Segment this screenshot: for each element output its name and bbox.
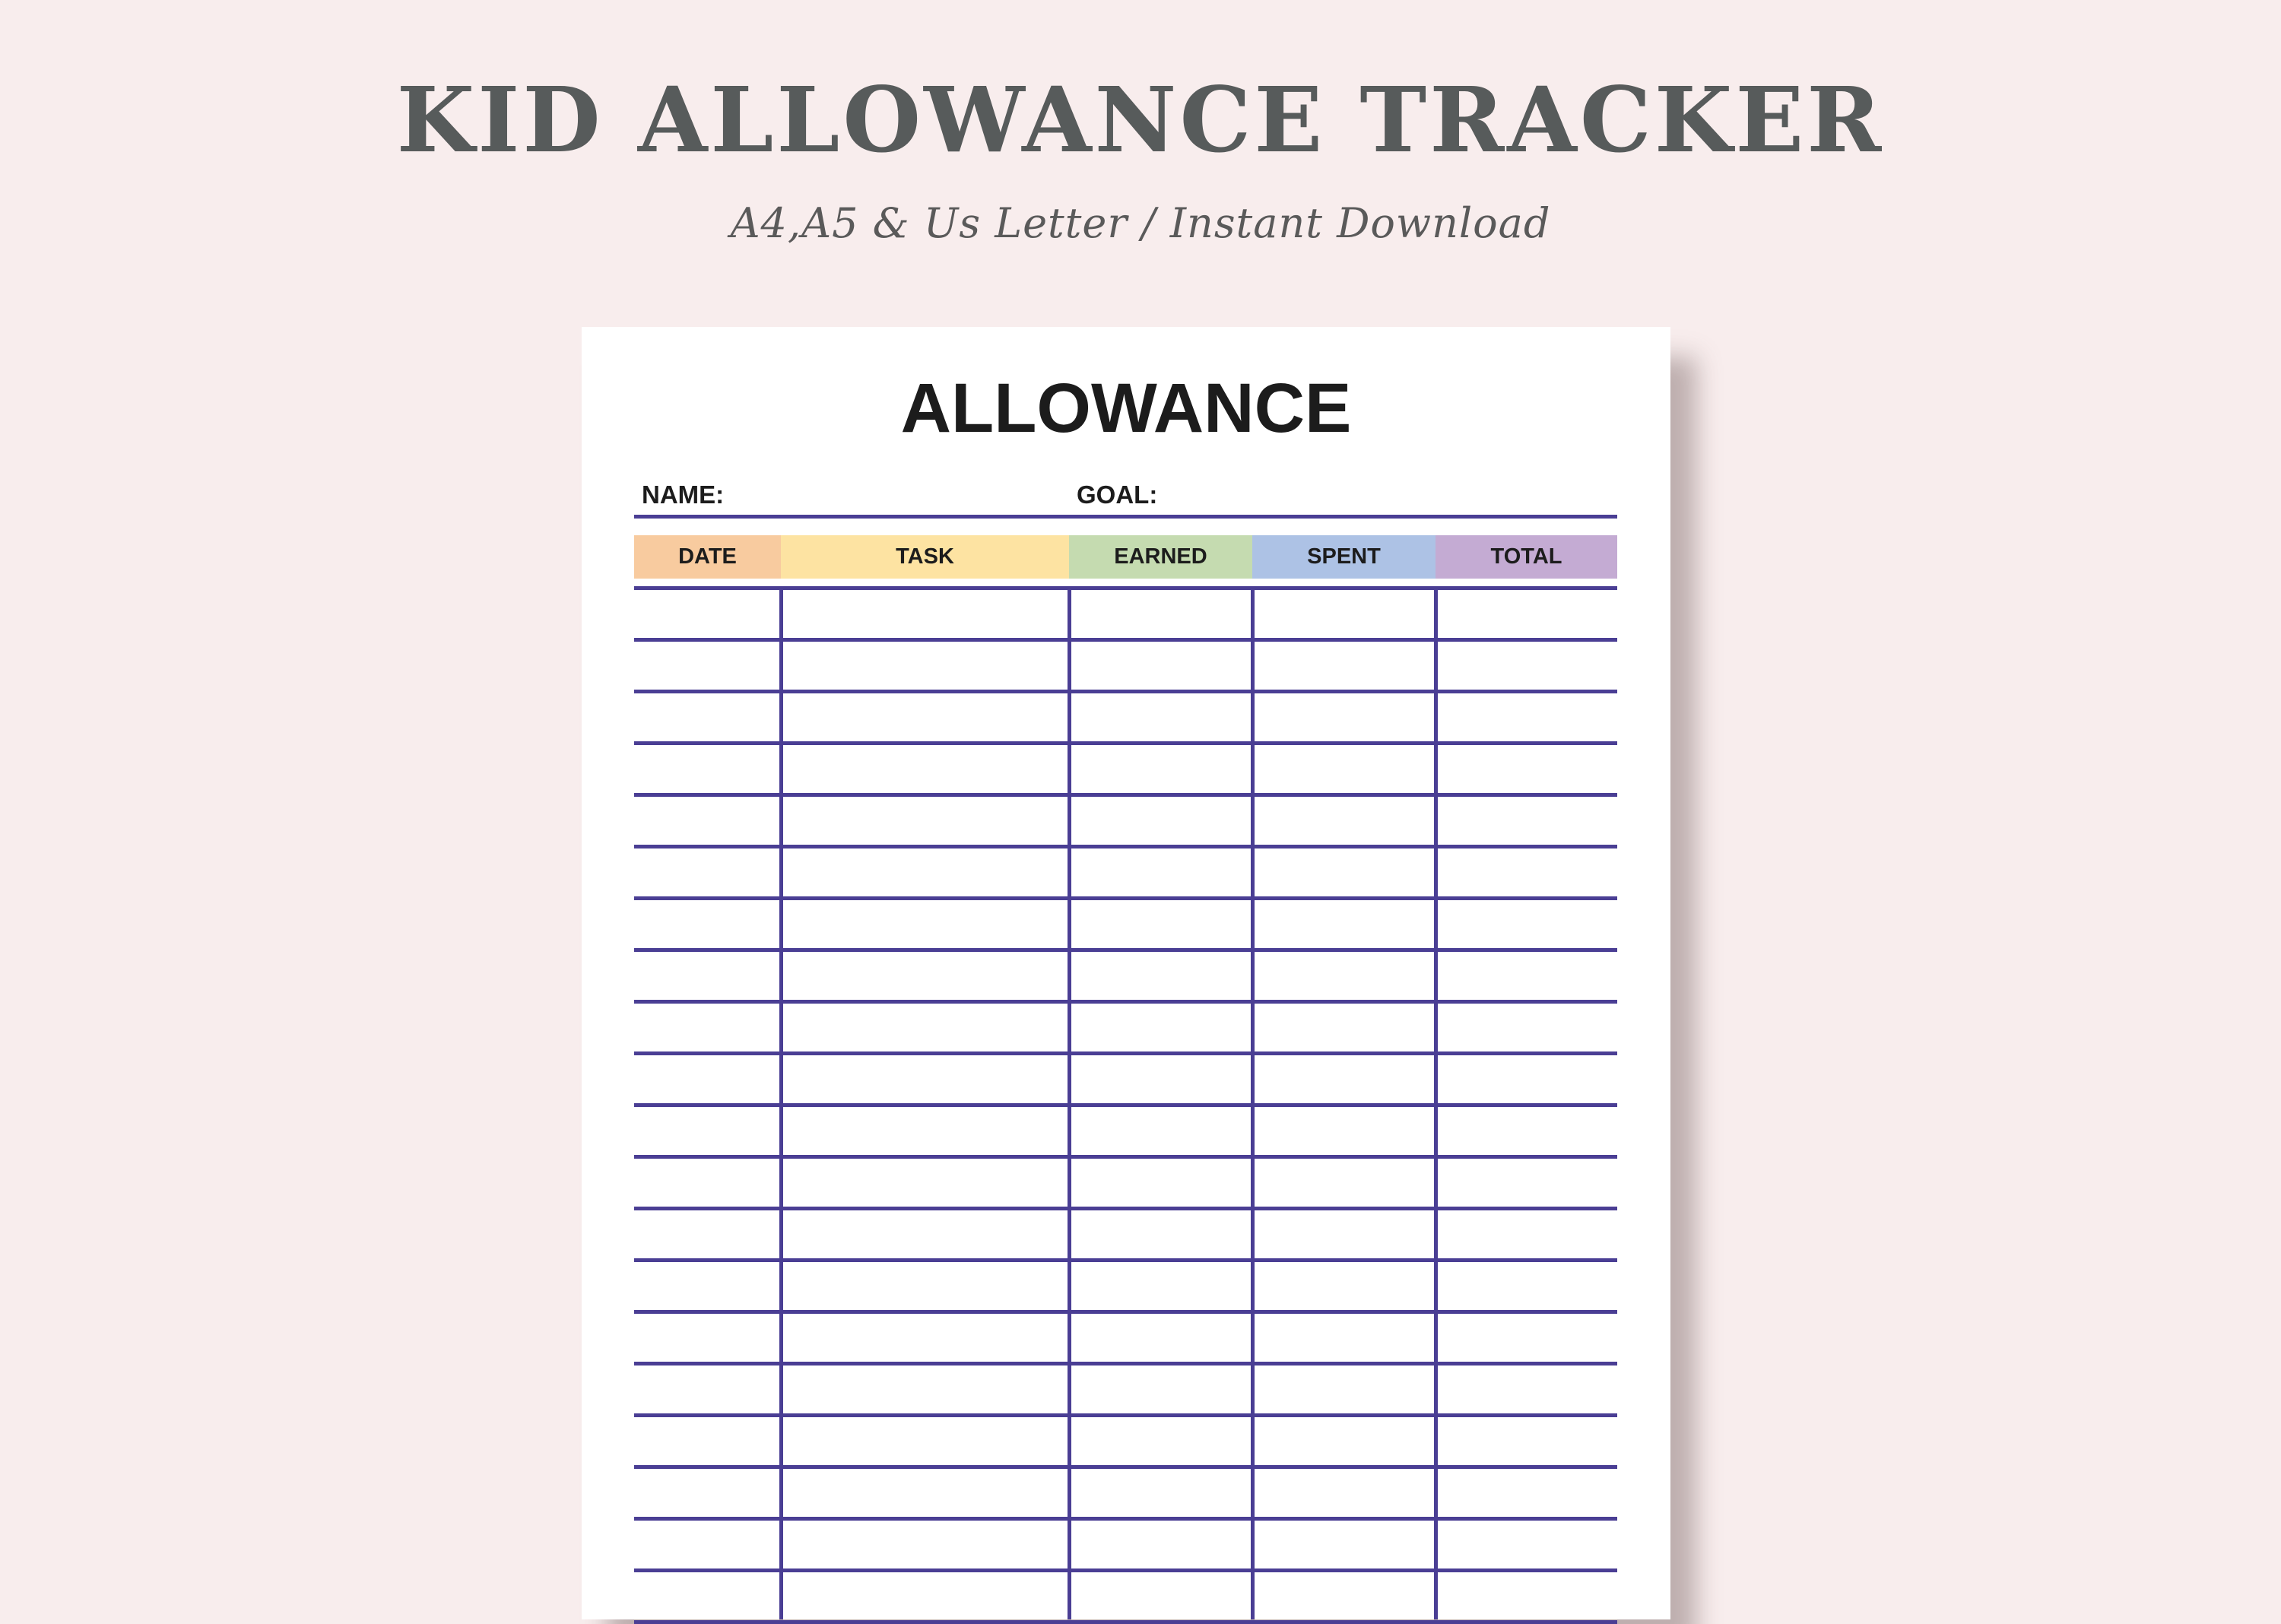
table-row-line [634, 1051, 1617, 1055]
table-row-line [634, 1465, 1617, 1469]
table-row-line [634, 1517, 1617, 1521]
table-row-line [634, 638, 1617, 642]
name-goal-line [634, 515, 1617, 519]
table-row-line [634, 948, 1617, 952]
column-header-spent: SPENT [1252, 535, 1436, 579]
table-row-line [634, 845, 1617, 848]
table-row-line [634, 690, 1617, 693]
column-header-total: TOTAL [1436, 535, 1617, 579]
table-row-line [634, 1207, 1617, 1210]
table-row-line [634, 793, 1617, 797]
printable-sheet [582, 327, 1670, 1619]
table-row-line [634, 1000, 1617, 1004]
table-row-line [634, 1258, 1617, 1262]
page-subtitle: A4,A5 & Us Letter / Instant Download [730, 199, 1551, 247]
sheet-title: ALLOWANCE [900, 370, 1352, 447]
table-row-line [634, 896, 1617, 900]
table-row-line [634, 1155, 1617, 1159]
table-row-line [634, 741, 1617, 745]
name-label: NAME: [642, 481, 725, 509]
table-row-line [634, 1413, 1617, 1417]
column-header-task: TASK [781, 535, 1069, 579]
table-row-line [634, 1568, 1617, 1572]
table-row-line [634, 1103, 1617, 1107]
goal-label: GOAL: [1077, 481, 1158, 509]
table-row-line [634, 1310, 1617, 1314]
page-title: KID ALLOWANCE TRACKER [396, 67, 1885, 173]
table-row-line [634, 1620, 1617, 1624]
table-row-line [634, 1362, 1617, 1365]
column-header-earned: EARNED [1069, 535, 1252, 579]
column-header-date: DATE [634, 535, 781, 579]
